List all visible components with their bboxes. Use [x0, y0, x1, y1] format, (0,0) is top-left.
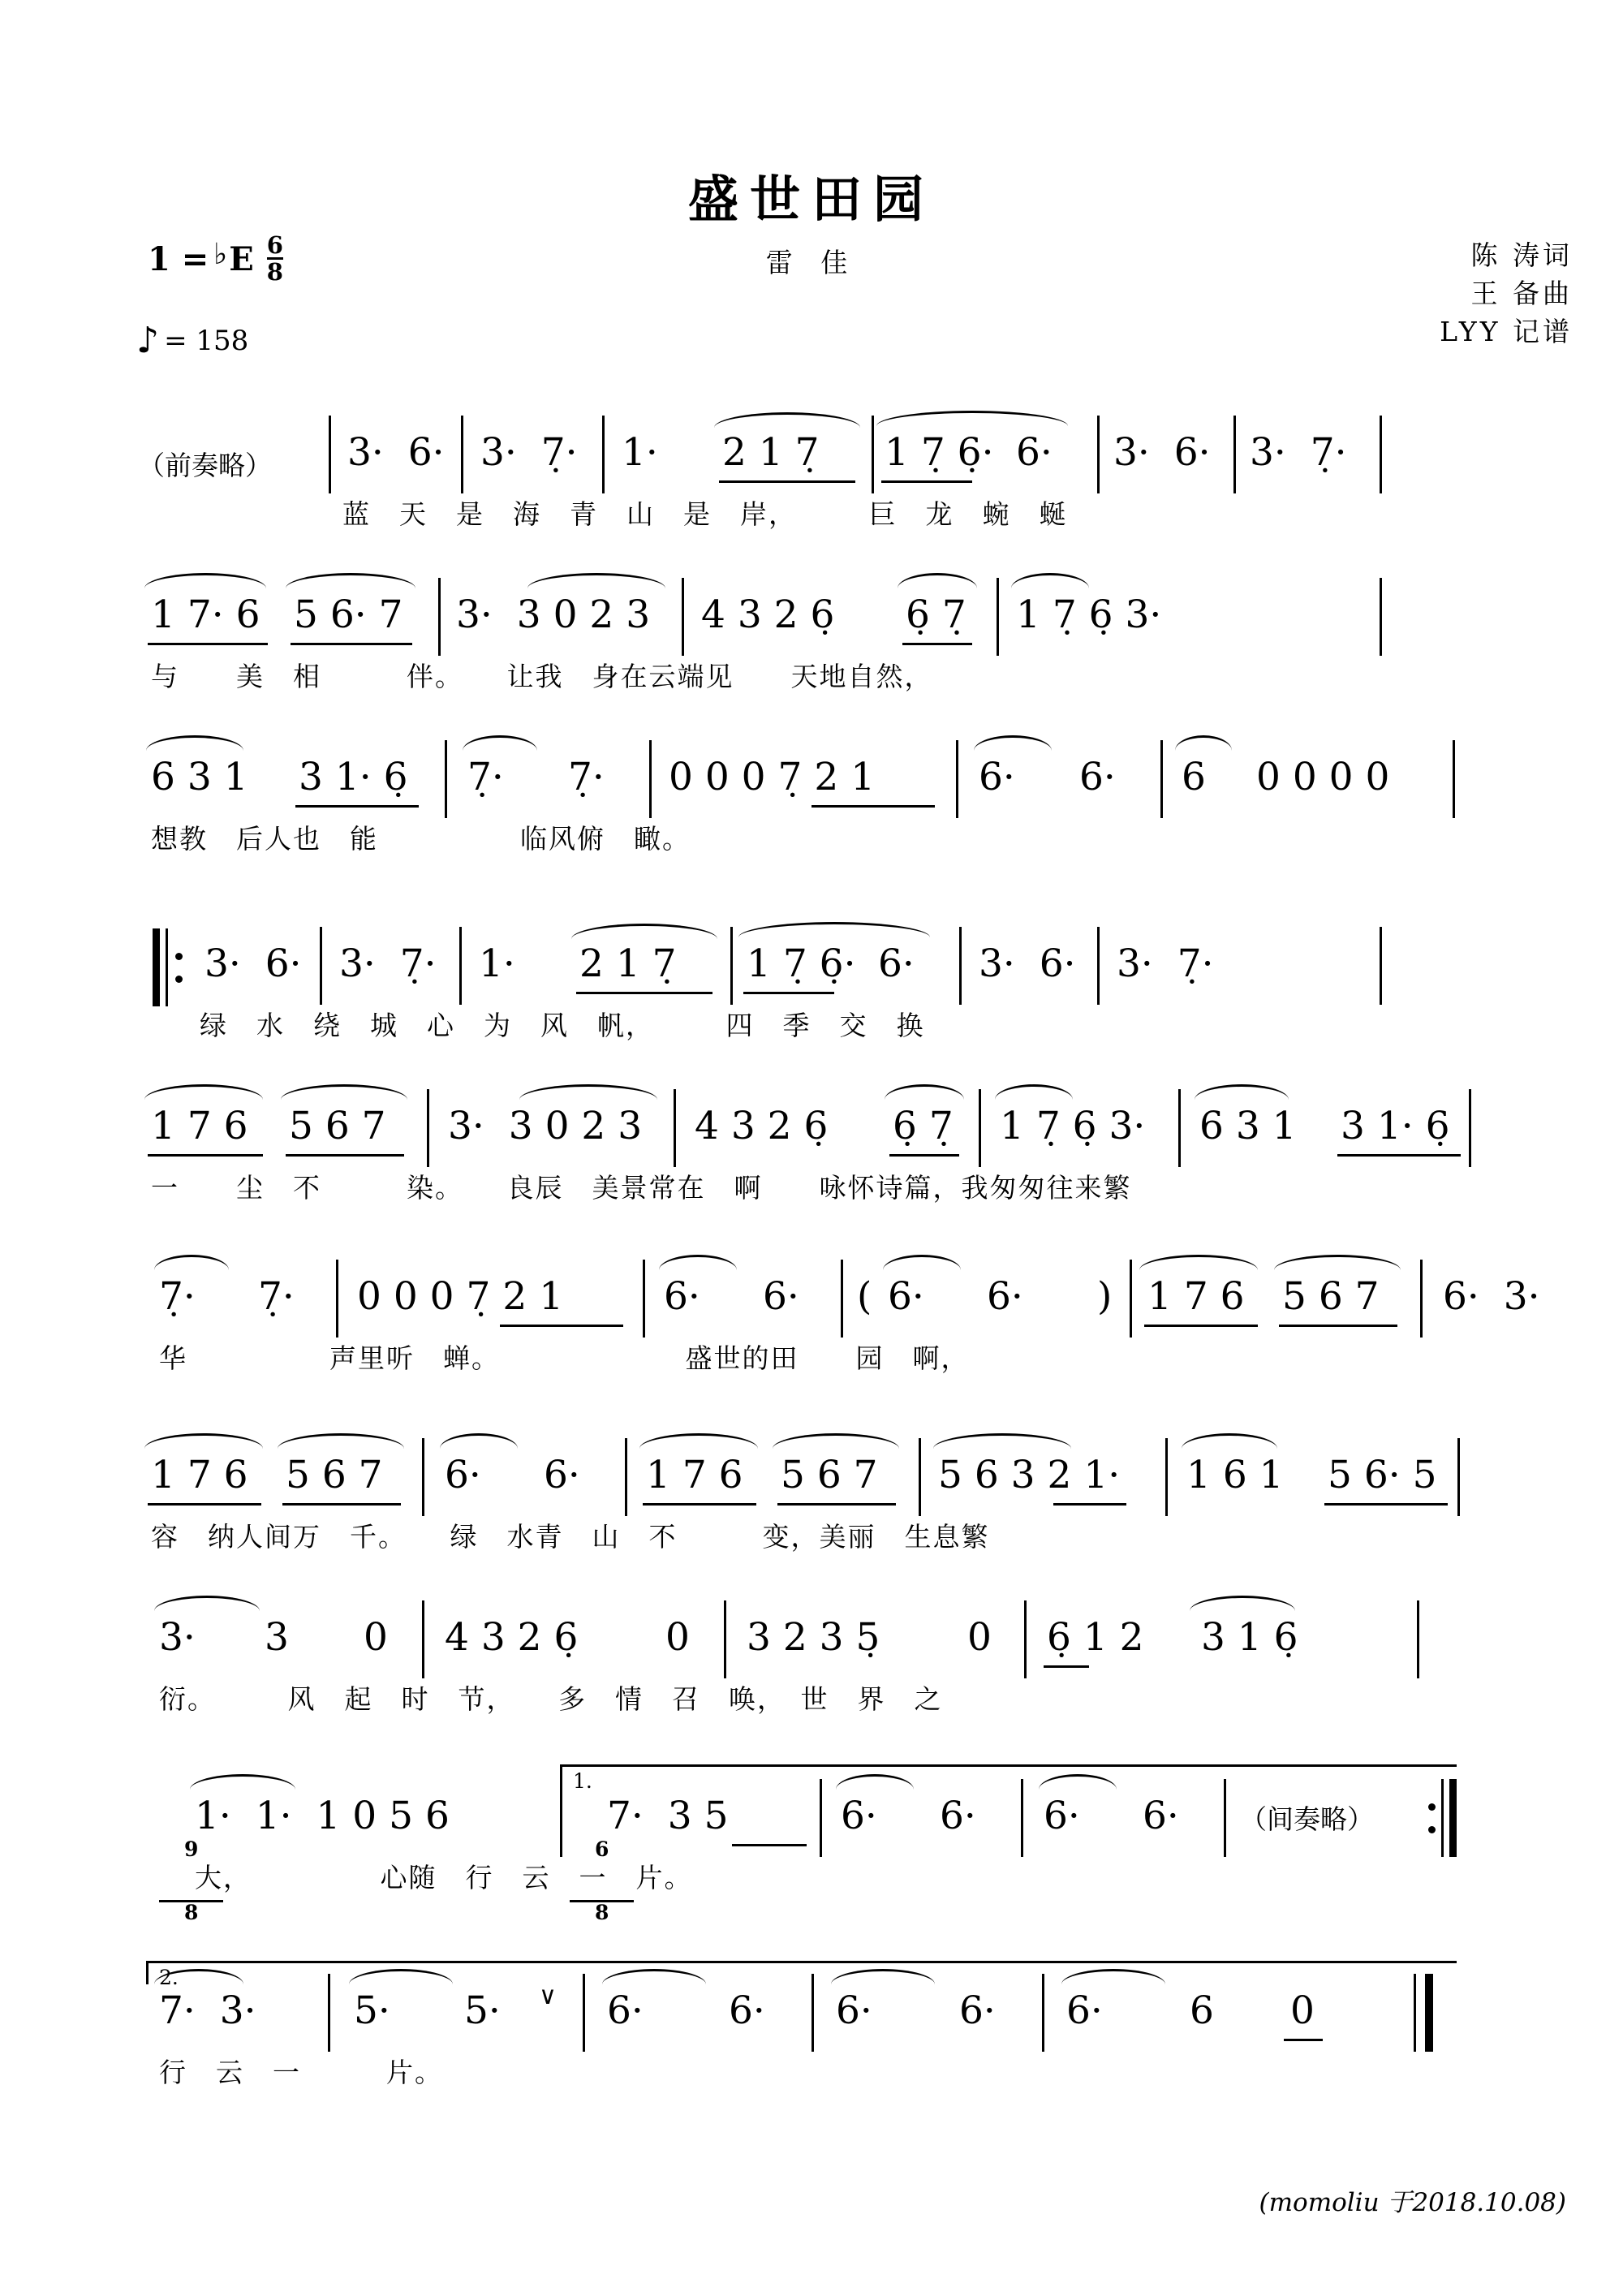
barline	[625, 1438, 627, 1516]
final-barline-thin	[1414, 1974, 1416, 2052]
beam-line	[1324, 1503, 1448, 1506]
beam-line	[148, 643, 268, 645]
slur	[146, 735, 243, 751]
beam-line	[148, 1503, 261, 1506]
barline	[997, 578, 999, 656]
system-2-notes: 1 7· 6 5 6· 7 3· 3 0 2 3 4 3 2 6̣ 6̣ 7̣ 1 7̣ 6̣ 3·	[0, 592, 1623, 656]
system-1-notes: 3· 6· 3· 7̣· 1· 2 1 7̣ 1 7̣ 6̣· 6· 3· 6· 3· 7̣·	[0, 430, 1623, 493]
slur	[659, 1255, 737, 1270]
slur	[440, 1433, 518, 1449]
barline	[445, 740, 447, 818]
interlude-annotation: （间奏略）	[1240, 1803, 1374, 1835]
barline	[1233, 416, 1236, 493]
music-system-4	[0, 941, 1623, 1052]
eighth-note-icon: ♪	[136, 320, 160, 361]
barline	[1097, 416, 1100, 493]
breath-mark-icon: ∨	[539, 1982, 557, 2010]
slur	[278, 1433, 404, 1449]
time-signature-denominator: 8	[266, 258, 283, 286]
volta-bracket-2	[146, 1961, 1457, 1984]
beam-line	[282, 1503, 401, 1506]
music-system-5	[0, 1104, 1623, 1214]
slur	[773, 1433, 899, 1449]
system-7-notes: 1 7 6 5 6 7 6· 6· 1 7 6 5 6 7 5 6 3 2 1· 1 6 1 5 6· 5	[0, 1453, 1623, 1516]
barline	[674, 1089, 676, 1167]
beam-line	[719, 480, 855, 483]
barline	[1453, 740, 1455, 818]
barline	[1420, 1260, 1423, 1338]
music-system-9	[0, 1769, 1623, 1924]
system-8-lyrics: 衍。 风 起 时 节， 多 情 召 唤， 世 界 之	[159, 1683, 943, 1715]
barline	[872, 416, 874, 493]
barline	[1469, 1089, 1471, 1167]
beam-line	[500, 1325, 623, 1327]
beam-line	[1284, 2039, 1323, 2041]
flat-icon: ♭	[213, 237, 228, 271]
volta-2-label: 2.	[159, 1966, 179, 1989]
system-5-notes: 1 7 6 5 6 7 3· 3 0 2 3 4 3 2 6̣ 6̣ 7̣ 1 7̣ 6̣ 3· 6 3 1 3 1· 6̣	[0, 1104, 1623, 1167]
slur	[714, 412, 860, 428]
key-label: 1 =	[148, 239, 209, 278]
credit-composer: 王 备曲	[1470, 277, 1573, 309]
beam-line	[743, 992, 834, 994]
system-9-lyrics: 大， 心随 行 云 一 片。	[195, 1862, 693, 1893]
barline	[812, 1974, 814, 2052]
intro-annotation: （前奏略）	[138, 450, 272, 481]
system-2-lyrics: 与 美 相 伴。 让我 身在云端见 天地自然，	[151, 661, 933, 692]
beam-line	[1053, 1503, 1126, 1506]
beam-line	[643, 1503, 756, 1506]
barline	[1380, 416, 1382, 493]
barline	[959, 927, 962, 1005]
barline	[320, 927, 322, 1005]
slur	[1011, 573, 1089, 588]
barline	[682, 578, 684, 656]
barline	[956, 740, 958, 818]
slur	[974, 735, 1052, 751]
slur	[1195, 1084, 1289, 1100]
system-9-notes: $\frac{9}{8}$ 1· 1· 1 0 5 6 $\frac{6}{8}$ 7· 3 5 6· 6· 6· 6· （间奏略）	[0, 1794, 1623, 1857]
slur	[144, 1084, 263, 1100]
beam-line	[881, 480, 972, 483]
music-system-1	[0, 430, 1623, 541]
system-10-lyrics: 行 云 一 片。	[159, 2057, 443, 2088]
beam-line	[1044, 1665, 1089, 1668]
page-title: 盛世田园	[687, 170, 935, 229]
slur	[898, 573, 977, 588]
slur	[995, 1084, 1073, 1100]
system-7-lyrics: 容 纳人间万 千。 绿 水青 山 不 变，美丽 生息繁	[151, 1521, 990, 1553]
barline	[1178, 1089, 1181, 1167]
beam-line	[889, 1154, 959, 1157]
barline	[461, 416, 463, 493]
barline	[1457, 1438, 1460, 1516]
beam-line	[295, 805, 419, 808]
slur	[1139, 1255, 1258, 1270]
beam-line	[812, 805, 935, 808]
slur	[190, 1774, 295, 1790]
barline	[730, 927, 733, 1005]
slur	[286, 573, 415, 588]
barline	[1380, 578, 1382, 656]
barline	[724, 1600, 726, 1678]
slur	[876, 411, 1068, 426]
beam-line	[291, 643, 412, 645]
beam-line	[1144, 1325, 1258, 1327]
barline	[1224, 1779, 1226, 1857]
tempo-value: = 158	[164, 325, 249, 357]
slur	[463, 735, 537, 751]
slur	[1175, 735, 1232, 751]
barline	[422, 1438, 424, 1516]
beam-line	[902, 643, 972, 645]
system-3-notes: 6 3 1 3 1· 6̣ 7̣· 7̣· 0 0 0 7̣ 2 1 6· 6· 6 0 0 0 0	[0, 755, 1623, 818]
beam-line	[286, 1154, 404, 1157]
slur	[738, 922, 930, 937]
barline	[919, 1438, 921, 1516]
barline	[1380, 927, 1382, 1005]
beam-line	[732, 1844, 807, 1846]
slur	[885, 1084, 964, 1100]
music-system-7	[0, 1453, 1623, 1563]
barline	[328, 1974, 330, 2052]
barline	[841, 1260, 843, 1338]
volta-1-label: 1.	[573, 1769, 592, 1793]
slur	[527, 573, 665, 588]
credits	[1440, 237, 1573, 351]
slur	[883, 1255, 961, 1270]
barline	[649, 740, 652, 818]
barline	[1042, 1974, 1044, 2052]
music-system-10	[0, 1966, 1623, 2099]
slur	[144, 573, 266, 588]
volta-bracket-1	[560, 1764, 1457, 1788]
barline	[459, 927, 462, 1005]
slur	[933, 1433, 1071, 1449]
barline	[1097, 927, 1100, 1005]
credit-lyricist: 陈 涛词	[1470, 239, 1573, 271]
beam-line	[576, 992, 712, 994]
singer-name: 雷 佳	[765, 247, 858, 278]
barline	[643, 1260, 645, 1338]
slur	[1190, 1596, 1295, 1611]
key-signature	[148, 231, 283, 286]
barline	[438, 578, 441, 656]
slur	[154, 1596, 260, 1611]
time-signature-6-8: $\frac{6}{8}$	[570, 1798, 634, 1963]
barline	[979, 1089, 981, 1167]
barline	[336, 1260, 338, 1338]
system-10-notes: 7· 3· 5· 5· ∨ 6· 6· 6· 6· 6· 6 0	[0, 1988, 1623, 2052]
barline	[1130, 1260, 1132, 1338]
barline	[1417, 1600, 1419, 1678]
credit-transcriber: LYY 记谱	[1440, 315, 1573, 347]
system-6-lyrics: 华 声里听 蝉。 盛世的田 园 啊，	[159, 1342, 970, 1374]
final-barline-thick	[1425, 1974, 1433, 2052]
barline	[560, 1779, 562, 1857]
system-1-lyrics: 蓝 天 是 海 青 山 是 岸， 巨 龙 蜿 蜒	[342, 498, 1068, 530]
music-system-3	[0, 755, 1623, 865]
system-3-lyrics: 想教 后人也 能 临风俯 瞰。	[151, 823, 691, 855]
beam-line	[1337, 1154, 1461, 1157]
music-system-2	[0, 592, 1623, 703]
beam-line	[777, 1503, 896, 1506]
music-system-6	[0, 1274, 1623, 1385]
barline	[602, 416, 605, 493]
system-6-notes: 7̣· 7̣· 0 0 0 7̣ 2 1 6· 6· ( 6· 6· ) 1 7 6 5 6 7 6· 3·	[0, 1274, 1623, 1338]
slur	[154, 1255, 229, 1270]
footer-credit: (momoliu 于2018.10.08)	[1259, 2188, 1566, 2217]
time-signature	[266, 231, 283, 286]
beam-line	[1279, 1325, 1397, 1327]
time-signature-numerator: 6	[266, 231, 283, 259]
system-5-lyrics: 一 尘 不 染。 良辰 美景常在 啊 咏怀诗篇，我匆匆往来繁	[151, 1172, 1132, 1204]
system-4-lyrics: 绿 水 绕 城 心 为 风 帆， 四 季 交 换	[200, 1010, 925, 1041]
slur	[639, 1433, 758, 1449]
music-system-8	[0, 1615, 1623, 1725]
slur	[571, 924, 717, 939]
barline	[820, 1779, 822, 1857]
barline	[583, 1974, 585, 2052]
slur	[144, 1433, 263, 1449]
barline	[1021, 1779, 1023, 1857]
tempo-marking	[136, 320, 249, 361]
slur	[1274, 1255, 1401, 1270]
slur	[281, 1084, 407, 1100]
barline	[1024, 1600, 1027, 1678]
barline	[1160, 740, 1163, 818]
beam-line	[148, 1154, 263, 1157]
slur	[1182, 1433, 1277, 1449]
slur	[519, 1084, 657, 1100]
key-value: E	[229, 239, 254, 278]
barline	[427, 1089, 429, 1167]
barline	[1165, 1438, 1168, 1516]
system-8-notes: 3· 3 0 4 3 2 6̣ 0 3 2 3 5̣ 0 6̣ 1 2 3 1 6̣	[0, 1615, 1623, 1678]
barline	[422, 1600, 424, 1678]
system-4-notes: 3· 6· 3· 7̣· 1· 2 1 7̣ 1 7̣ 6̣· 6· 3· 6· 3· 7̣·	[0, 941, 1623, 1005]
time-signature-9-8: $\frac{9}{8}$	[159, 1798, 223, 1963]
